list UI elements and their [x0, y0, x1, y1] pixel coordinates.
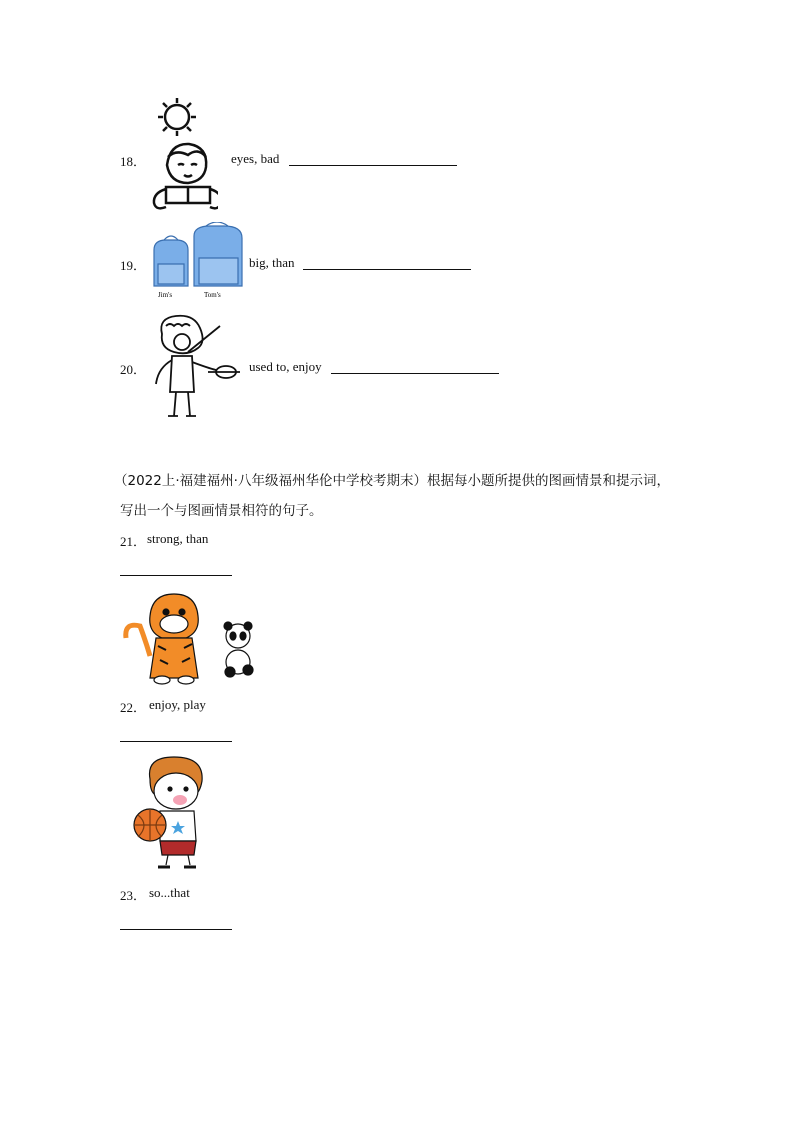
question-22-hint: enjoy, play — [149, 697, 206, 712]
section-instruction-line2: 写出一个与图画情景相符的句子。 — [120, 503, 323, 519]
question-21-hint: strong, than — [147, 531, 209, 546]
question-number: 20． — [120, 362, 147, 377]
answer-line[interactable] — [303, 269, 471, 270]
answer-line[interactable] — [289, 165, 457, 166]
answer-line[interactable] — [331, 373, 499, 374]
question-21-number: 21． — [120, 534, 147, 549]
violinist-icon — [148, 312, 248, 424]
question-number: 19． — [120, 258, 147, 273]
bag-label-toms: Tom's — [204, 291, 221, 299]
question-22-answer-line[interactable] — [120, 741, 232, 742]
question-19 — [0, 222, 794, 302]
question-23-number: 23． — [120, 888, 147, 903]
question-number: 18． — [120, 154, 147, 169]
tiger-panda-icon — [122, 586, 262, 686]
sun-reading-boy-icon — [148, 95, 218, 215]
question-18 — [0, 95, 794, 215]
section-instruction-line1: （2022上·福建福州·八年级福州华伦中学校考期末）根据每小题所提供的图画情景和提示词， — [114, 473, 670, 489]
backpacks-icon — [142, 222, 252, 302]
hint-words: eyes, bad — [231, 151, 280, 166]
question-23-hint: so...that — [149, 885, 190, 900]
hint-words: big, than — [249, 255, 295, 270]
question-21-answer-line[interactable] — [120, 575, 232, 576]
question-22-number: 22． — [120, 700, 147, 715]
bag-label-jims: Jim's — [158, 291, 173, 299]
question-23-answer-line[interactable] — [120, 929, 232, 930]
question-20 — [0, 312, 794, 427]
hint-words: used to, enjoy — [249, 359, 322, 374]
basketball-boy-icon — [130, 755, 220, 871]
